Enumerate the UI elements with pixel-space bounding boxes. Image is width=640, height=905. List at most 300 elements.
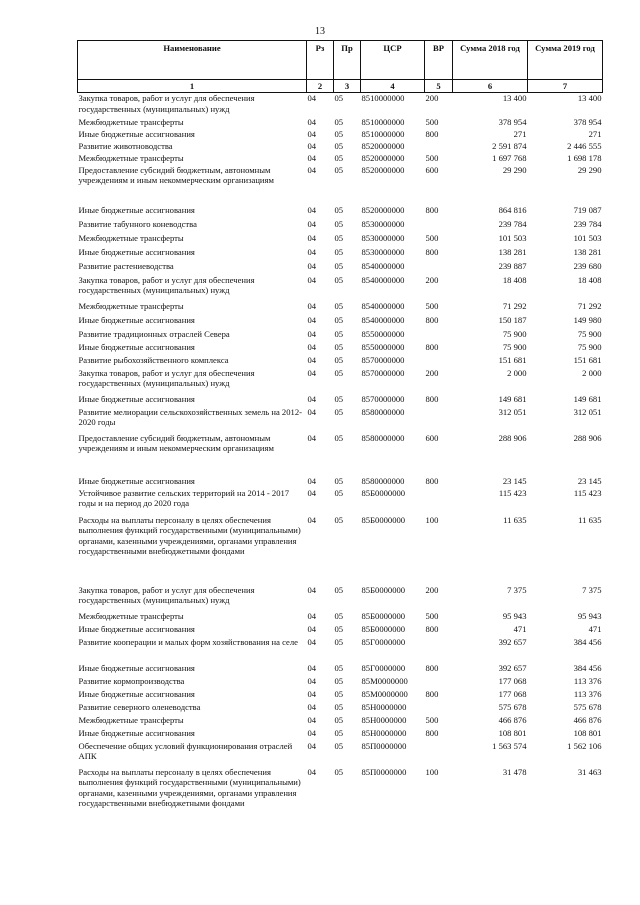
table-row (78, 165, 603, 205)
row-sum-2018: 29 290 (502, 164, 527, 175)
row-sum-2018: 2 591 874 (492, 140, 527, 151)
row-vr: 800 (425, 662, 439, 673)
row-csr: 85М0000000 (361, 675, 408, 686)
row-pr: 05 (334, 128, 344, 139)
row-pr: 05 (334, 487, 344, 498)
row-vr: 800 (425, 475, 439, 486)
row-sum-2018: 864 816 (498, 204, 527, 215)
row-vr (425, 329, 453, 342)
row-name: Расходы на выплаты персоналу в целях обеспечения выполнения функций государственными (муниципальными) органами, казенными учреждениями, органами управления государственными внебюджетными фондами (78, 514, 301, 556)
row-csr: 8520000000 (361, 204, 405, 215)
header-rz: Рз (307, 41, 334, 80)
header-name: Наименование (78, 41, 307, 80)
row-csr: 85Б0000000 (361, 623, 406, 634)
header-vr: ВР (425, 41, 453, 80)
header-sum-2018: Сумма 2018 год (453, 41, 528, 80)
row-pr: 05 (334, 675, 344, 686)
row-sum-2018: 392 657 (498, 636, 527, 647)
row-csr: 8550000000 (361, 328, 405, 339)
table-row (78, 624, 603, 637)
table-row (78, 394, 603, 407)
table-row (78, 368, 603, 394)
row-sum-2018: 271 (513, 128, 527, 139)
table-row (78, 93, 603, 117)
row-sum-2018: 149 681 (498, 393, 527, 404)
row-pr: 05 (334, 152, 344, 163)
row-rz: 04 (307, 688, 317, 699)
row-name: Иные бюджетные ассигнования (78, 688, 195, 699)
row-rz: 04 (307, 116, 317, 127)
row-pr: 05 (334, 367, 344, 378)
row-rz: 04 (307, 714, 317, 725)
row-sum-2018: 378 954 (498, 116, 527, 127)
row-name: Межбюджетные трансферты (78, 232, 184, 243)
row-vr (425, 702, 453, 715)
column-number: 1 (78, 80, 307, 93)
row-rz: 04 (307, 354, 317, 365)
row-sum-2019: 384 456 (573, 636, 602, 647)
row-pr: 05 (334, 354, 344, 365)
row-csr: 8540000000 (361, 274, 405, 285)
row-rz: 04 (307, 93, 317, 103)
table-body (78, 93, 603, 829)
row-vr (425, 141, 453, 153)
row-vr: 800 (425, 623, 439, 634)
table-row (78, 407, 603, 433)
row-rz: 04 (307, 164, 317, 175)
row-name: Межбюджетные трансферты (78, 152, 184, 163)
row-name: Закупка товаров, работ и услуг для обеспечения государственных (муниципальных) нужд (78, 274, 255, 295)
row-sum-2019: 239 784 (573, 218, 602, 229)
row-sum-2019: 149 681 (573, 393, 602, 404)
row-rz: 04 (307, 740, 317, 751)
row-name: Развитие северного оленеводства (78, 701, 201, 712)
row-sum-2018: 31 478 (502, 766, 527, 777)
row-name: Закупка товаров, работ и услуг для обеспечения государственных (муниципальных) нужд (78, 93, 255, 114)
table-row (78, 715, 603, 728)
row-csr: 8580000000 (361, 475, 405, 486)
row-sum-2019: 75 900 (577, 328, 602, 339)
row-pr: 05 (334, 260, 344, 271)
row-vr: 200 (425, 584, 439, 595)
row-vr (425, 261, 453, 275)
row-csr: 8530000000 (361, 218, 405, 229)
row-csr: 8570000000 (361, 367, 405, 378)
row-rz: 04 (307, 766, 317, 777)
table-row (78, 663, 603, 676)
table-row (78, 219, 603, 233)
row-csr: 8520000000 (361, 164, 405, 175)
row-name: Предоставление субсидий бюджетным, автономным учреждениям и иным некоммерческим организациям (78, 164, 274, 185)
row-rz: 04 (307, 727, 317, 738)
row-sum-2018: 138 281 (498, 246, 527, 257)
page-number: 13 (315, 26, 325, 37)
table-row (78, 702, 603, 715)
row-vr (425, 407, 453, 433)
row-sum-2019: 115 423 (573, 487, 602, 498)
row-sum-2019: 138 281 (573, 246, 602, 257)
row-csr: 85Б0000000 (361, 584, 406, 595)
row-sum-2019: 13 400 (577, 93, 602, 103)
row-vr: 100 (425, 514, 439, 525)
row-csr: 85П0000000 (361, 740, 407, 751)
row-sum-2019: 108 801 (573, 727, 602, 738)
row-sum-2018: 466 876 (498, 714, 527, 725)
row-sum-2018: 151 681 (498, 354, 527, 365)
row-pr: 05 (334, 662, 344, 673)
row-name: Иные бюджетные ассигнования (78, 246, 195, 257)
table-row (78, 476, 603, 488)
row-pr: 05 (334, 274, 344, 285)
row-pr: 05 (334, 701, 344, 712)
row-vr: 500 (425, 714, 439, 725)
row-vr (425, 637, 453, 663)
row-vr: 800 (425, 688, 439, 699)
table-row (78, 433, 603, 476)
table-row (78, 767, 603, 829)
row-rz: 04 (307, 432, 317, 443)
row-sum-2019: 113 376 (573, 675, 602, 686)
row-sum-2019: 1 562 106 (567, 740, 602, 751)
column-number: 5 (425, 80, 453, 93)
row-vr: 800 (425, 727, 439, 738)
row-sum-2018: 71 292 (502, 300, 527, 311)
row-name: Иные бюджетные ассигнования (78, 314, 195, 325)
table-row (78, 247, 603, 261)
row-csr: 8530000000 (361, 246, 405, 257)
row-pr: 05 (334, 714, 344, 725)
row-pr: 05 (334, 514, 344, 525)
row-sum-2018: 239 784 (498, 218, 527, 229)
row-csr: 8520000000 (361, 152, 405, 163)
row-rz: 04 (307, 475, 317, 486)
table-row (78, 261, 603, 275)
row-csr: 8580000000 (361, 432, 405, 443)
row-vr: 500 (425, 610, 439, 621)
row-sum-2018: 75 900 (502, 341, 527, 352)
row-vr: 500 (425, 300, 439, 311)
row-csr: 85Н0000000 (361, 727, 407, 738)
row-pr: 05 (334, 300, 344, 311)
row-rz: 04 (307, 514, 317, 525)
row-csr: 8570000000 (361, 393, 405, 404)
row-name: Межбюджетные трансферты (78, 116, 184, 127)
row-pr: 05 (334, 204, 344, 215)
table-row (78, 315, 603, 329)
row-csr: 85Б0000000 (361, 487, 406, 498)
row-sum-2019: 719 087 (573, 204, 602, 215)
row-name: Развитие растениеводства (78, 260, 174, 271)
row-csr: 85П0000000 (361, 766, 407, 777)
row-name: Развитие традиционных отраслей Севера (78, 328, 230, 339)
row-name: Устойчивое развитие сельских территорий на 2014 - 2017 годы и на период до 2020 года (78, 487, 290, 508)
row-name: Иные бюджетные ассигнования (78, 204, 195, 215)
row-name: Закупка товаров, работ и услуг для обеспечения государственных (муниципальных) нужд (78, 367, 255, 388)
row-rz: 04 (307, 636, 317, 647)
row-rz: 04 (307, 204, 317, 215)
row-csr: 85Н0000000 (361, 701, 407, 712)
row-sum-2018: 95 943 (502, 610, 527, 621)
row-pr: 05 (334, 232, 344, 243)
row-csr: 85Н0000000 (361, 714, 407, 725)
row-vr: 600 (425, 164, 439, 175)
row-sum-2019: 312 051 (573, 406, 602, 417)
table-row (78, 153, 603, 165)
row-sum-2019: 71 292 (577, 300, 602, 311)
row-sum-2019: 7 375 (582, 584, 602, 595)
row-name: Межбюджетные трансферты (78, 610, 184, 621)
row-sum-2018: 11 635 (503, 514, 527, 525)
table-row (78, 676, 603, 689)
row-csr: 8570000000 (361, 354, 405, 365)
row-pr: 05 (334, 688, 344, 699)
row-pr: 05 (334, 341, 344, 352)
row-sum-2019: 113 376 (573, 688, 602, 699)
row-vr: 200 (425, 93, 439, 103)
row-csr: 8510000000 (361, 116, 405, 127)
table-row (78, 233, 603, 247)
table-row (78, 689, 603, 702)
row-pr: 05 (334, 164, 344, 175)
row-name: Развитие табунного коневодства (78, 218, 197, 229)
table-row (78, 329, 603, 342)
row-csr: 85Г0000000 (361, 662, 406, 673)
row-sum-2018: 75 900 (502, 328, 527, 339)
row-vr: 500 (425, 232, 439, 243)
row-name: Развитие кормопроизводства (78, 675, 185, 686)
row-sum-2019: 95 943 (577, 610, 602, 621)
header-pr: Пр (334, 41, 361, 80)
row-rz: 04 (307, 406, 317, 417)
row-pr: 05 (334, 636, 344, 647)
row-sum-2019: 239 680 (573, 260, 602, 271)
row-csr: 8580000000 (361, 406, 405, 417)
row-rz: 04 (307, 218, 317, 229)
row-pr: 05 (334, 140, 344, 151)
row-rz: 04 (307, 675, 317, 686)
row-sum-2019: 575 678 (573, 701, 602, 712)
row-vr: 800 (425, 204, 439, 215)
row-name: Развитие животноводства (78, 140, 173, 151)
row-vr (425, 676, 453, 689)
table-row (78, 741, 603, 767)
row-pr: 05 (334, 475, 344, 486)
row-rz: 04 (307, 623, 317, 634)
row-sum-2019: 471 (588, 623, 602, 634)
row-rz: 04 (307, 232, 317, 243)
row-sum-2018: 101 503 (498, 232, 527, 243)
column-number: 2 (307, 80, 334, 93)
row-sum-2019: 1 698 178 (567, 152, 602, 163)
table-row (78, 515, 603, 585)
row-csr: 8520000000 (361, 140, 405, 151)
row-csr: 8540000000 (361, 314, 405, 325)
row-pr: 05 (334, 610, 344, 621)
row-pr: 05 (334, 432, 344, 443)
row-name: Иные бюджетные ассигнования (78, 727, 195, 738)
row-pr: 05 (334, 246, 344, 257)
row-sum-2018: 2 000 (507, 367, 527, 378)
row-sum-2018: 23 145 (502, 475, 527, 486)
table-header-row (78, 41, 603, 80)
table-row (78, 117, 603, 129)
row-name: Предоставление субсидий бюджетным, автономным учреждениям и иным некоммерческим организациям (78, 432, 274, 453)
row-vr (425, 355, 453, 368)
row-sum-2018: 13 400 (502, 93, 527, 103)
table-row (78, 585, 603, 611)
row-csr: 8510000000 (361, 93, 405, 103)
row-sum-2019: 23 145 (577, 475, 602, 486)
row-rz: 04 (307, 140, 317, 151)
row-pr: 05 (334, 393, 344, 404)
row-vr (425, 488, 453, 515)
row-pr: 05 (334, 584, 344, 595)
table-row (78, 141, 603, 153)
row-name: Развитие мелиорации сельскохозяйственных земель на 2012-2020 годы (78, 406, 302, 427)
table-row (78, 129, 603, 141)
table-row (78, 611, 603, 624)
column-number: 4 (361, 80, 425, 93)
row-pr: 05 (334, 314, 344, 325)
row-sum-2018: 471 (513, 623, 527, 634)
row-name: Иные бюджетные ассигнования (78, 623, 195, 634)
row-sum-2018: 1 697 768 (492, 152, 527, 163)
row-csr: 8530000000 (361, 232, 405, 243)
row-pr: 05 (334, 406, 344, 417)
row-sum-2018: 18 408 (502, 274, 527, 285)
row-sum-2019: 2 000 (582, 367, 602, 378)
row-csr: 85М0000000 (361, 688, 408, 699)
row-vr: 800 (425, 393, 439, 404)
column-number: 7 (528, 80, 603, 93)
row-sum-2018: 150 187 (498, 314, 527, 325)
row-vr (425, 219, 453, 233)
row-sum-2018: 108 801 (498, 727, 527, 738)
row-rz: 04 (307, 314, 317, 325)
row-sum-2019: 29 290 (577, 164, 602, 175)
row-csr: 8550000000 (361, 341, 405, 352)
row-sum-2018: 1 563 574 (492, 740, 527, 751)
row-pr: 05 (334, 740, 344, 751)
row-sum-2019: 149 980 (573, 314, 602, 325)
row-rz: 04 (307, 584, 317, 595)
row-csr: 8510000000 (361, 128, 405, 139)
row-name: Развитие рыбохозяйственного комплекса (78, 354, 229, 365)
row-vr: 800 (425, 314, 439, 325)
row-pr: 05 (334, 116, 344, 127)
header-sum-2019: Сумма 2019 год (528, 41, 603, 80)
row-rz: 04 (307, 393, 317, 404)
row-name: Закупка товаров, работ и услуг для обеспечения государственных (муниципальных) нужд (78, 584, 255, 605)
row-sum-2019: 101 503 (573, 232, 602, 243)
row-pr: 05 (334, 218, 344, 229)
row-sum-2018: 239 887 (498, 260, 527, 271)
row-pr: 05 (334, 727, 344, 738)
budget-table (77, 40, 603, 829)
row-sum-2019: 151 681 (573, 354, 602, 365)
column-number: 6 (453, 80, 528, 93)
row-rz: 04 (307, 610, 317, 621)
row-name: Иные бюджетные ассигнования (78, 341, 195, 352)
row-vr: 800 (425, 341, 439, 352)
row-vr: 200 (425, 274, 439, 285)
row-rz: 04 (307, 246, 317, 257)
column-number: 3 (334, 80, 361, 93)
table-row (78, 205, 603, 219)
row-name: Развитие кооперации и малых форм хозяйствования на селе (78, 636, 298, 647)
row-pr: 05 (334, 623, 344, 634)
row-rz: 04 (307, 341, 317, 352)
row-sum-2019: 466 876 (573, 714, 602, 725)
row-sum-2019: 31 463 (577, 766, 602, 777)
row-rz: 04 (307, 662, 317, 673)
row-sum-2018: 575 678 (498, 701, 527, 712)
table-row (78, 488, 603, 515)
row-name: Иные бюджетные ассигнования (78, 475, 195, 486)
row-name: Межбюджетные трансферты (78, 300, 184, 311)
row-name: Иные бюджетные ассигнования (78, 662, 195, 673)
row-vr: 100 (425, 766, 439, 777)
table-row (78, 342, 603, 355)
row-name: Обеспечение общих условий функционирования отраслей АПК (78, 740, 293, 761)
row-name: Расходы на выплаты персоналу в целях обеспечения выполнения функций государственными (муниципальными) органами, казенными учреждениями, органами управления государственными внебюджетными фондами (78, 766, 301, 808)
row-sum-2019: 271 (588, 128, 602, 139)
row-name: Межбюджетные трансферты (78, 714, 184, 725)
row-csr: 8540000000 (361, 300, 405, 311)
row-vr: 500 (425, 152, 439, 163)
row-rz: 04 (307, 152, 317, 163)
row-pr: 05 (334, 766, 344, 777)
header-csr: ЦСР (361, 41, 425, 80)
row-rz: 04 (307, 328, 317, 339)
table-row (78, 637, 603, 663)
row-rz: 04 (307, 701, 317, 712)
row-sum-2018: 7 375 (507, 584, 527, 595)
row-sum-2018: 115 423 (498, 487, 527, 498)
row-rz: 04 (307, 260, 317, 271)
row-sum-2019: 2 446 555 (567, 140, 602, 151)
row-rz: 04 (307, 300, 317, 311)
row-vr (425, 741, 453, 767)
row-sum-2018: 177 068 (498, 688, 527, 699)
row-sum-2018: 312 051 (498, 406, 527, 417)
table-row (78, 301, 603, 315)
row-rz: 04 (307, 128, 317, 139)
row-sum-2019: 288 906 (573, 432, 602, 443)
row-rz: 04 (307, 367, 317, 378)
row-csr: 8540000000 (361, 260, 405, 271)
row-pr: 05 (334, 328, 344, 339)
table-row (78, 728, 603, 741)
row-pr: 05 (334, 93, 344, 103)
row-sum-2018: 288 906 (498, 432, 527, 443)
row-sum-2019: 18 408 (577, 274, 602, 285)
table-row (78, 355, 603, 368)
row-rz: 04 (307, 274, 317, 285)
row-sum-2019: 11 635 (578, 514, 602, 525)
row-csr: 85Г0000000 (361, 636, 406, 647)
row-vr: 500 (425, 116, 439, 127)
row-rz: 04 (307, 487, 317, 498)
row-sum-2019: 75 900 (577, 341, 602, 352)
row-name: Иные бюджетные ассигнования (78, 393, 195, 404)
row-csr: 85Б0000000 (361, 514, 406, 525)
row-vr: 200 (425, 367, 439, 378)
row-sum-2019: 384 456 (573, 662, 602, 673)
column-number-row (78, 80, 603, 93)
row-vr: 800 (425, 128, 439, 139)
table-row (78, 275, 603, 301)
